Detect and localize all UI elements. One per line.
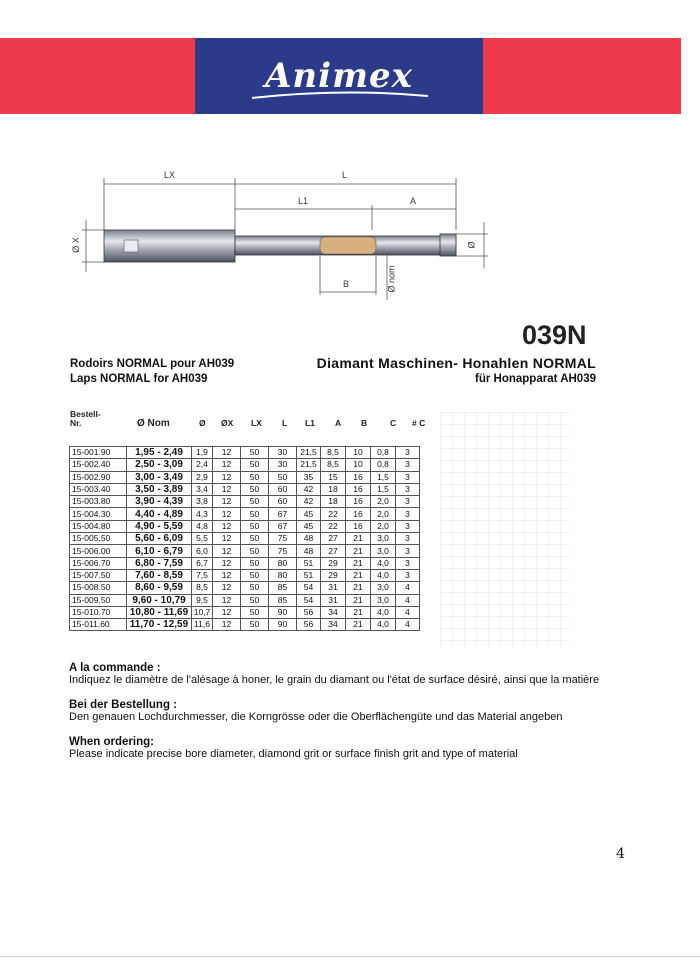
- table-cell: 4,0: [371, 619, 396, 631]
- table-cell: 80: [269, 557, 297, 569]
- banner-red-right: [483, 38, 681, 114]
- table-cell: 8,5: [321, 447, 346, 459]
- table-cell: 90: [269, 619, 297, 631]
- table-cell: 30: [269, 459, 297, 471]
- table-cell: 4: [396, 606, 420, 618]
- table-cell: 10: [346, 447, 371, 459]
- table-cell: 51: [297, 557, 321, 569]
- table-cell: 21: [346, 557, 371, 569]
- table-cell: 54: [297, 594, 321, 606]
- table-cell: 21: [346, 569, 371, 581]
- table-cell: 11,70 - 12,59: [127, 619, 192, 631]
- table-cell: 50: [241, 520, 269, 532]
- table-cell: 3: [396, 545, 420, 557]
- table-row: [70, 545, 420, 557]
- table-cell: 75: [269, 545, 297, 557]
- table-cell: 5,60 - 6,09: [127, 533, 192, 545]
- table-cell: 4: [396, 619, 420, 631]
- table-cell: 2,0: [371, 496, 396, 508]
- header-order-nr: Bestell- Nr.: [70, 409, 101, 428]
- table-cell: 50: [241, 447, 269, 459]
- table-cell: 1,9: [192, 447, 213, 459]
- table-cell: 2,50 - 3,09: [127, 459, 192, 471]
- header-a: A: [335, 418, 342, 428]
- table-cell: 15-003.40: [70, 483, 127, 495]
- table-cell: 29: [321, 557, 346, 569]
- table-row: [70, 569, 420, 581]
- table-cell: 15-007.50: [70, 569, 127, 581]
- table-cell: 6,80 - 7,59: [127, 557, 192, 569]
- label-a: A: [410, 196, 417, 206]
- table-cell: 60: [269, 496, 297, 508]
- table-row: [70, 594, 420, 606]
- table-cell: 6,0: [192, 545, 213, 557]
- table-cell: 9,60 - 10,79: [127, 594, 192, 606]
- note-en: [69, 736, 669, 760]
- table-cell: 1,5: [371, 483, 396, 495]
- table-cell: 3: [396, 533, 420, 545]
- table-cell: 22: [321, 520, 346, 532]
- table-cell: 3,0: [371, 594, 396, 606]
- table-cell: 50: [241, 594, 269, 606]
- table-cell: 4: [396, 594, 420, 606]
- table-cell: 3,90 - 4,39: [127, 496, 192, 508]
- table-cell: 75: [269, 533, 297, 545]
- table-cell: 35: [297, 471, 321, 483]
- title-right: [317, 355, 596, 385]
- table-cell: 50: [241, 471, 269, 483]
- note-en-heading: When ordering:: [69, 736, 154, 748]
- title-fr: Rodoirs NORMAL pour AH039: [70, 358, 235, 370]
- table-cell: 10: [346, 459, 371, 471]
- table-cell: 0,8: [371, 459, 396, 471]
- title-left: [70, 357, 234, 387]
- table-cell: 3: [396, 471, 420, 483]
- label-l1: L1: [298, 196, 309, 206]
- table-cell: 3,00 - 3,49: [127, 471, 192, 483]
- table-cell: 3: [396, 520, 420, 532]
- table-cell: 3: [396, 508, 420, 520]
- bottom-rule: [0, 956, 700, 957]
- table-cell: 16: [346, 508, 371, 520]
- table-cell: 2,9: [192, 471, 213, 483]
- table-cell: 3,0: [371, 582, 396, 594]
- table-cell: 45: [297, 520, 321, 532]
- header-num-c: # C: [412, 418, 426, 428]
- table-cell: 3,8: [192, 496, 213, 508]
- table-cell: 45: [297, 508, 321, 520]
- table-row: [70, 459, 420, 471]
- table-row: [70, 520, 420, 532]
- note-fr-text: Indiquez le diamètre de l'alésage à honer, le grain du diamant ou l'état de surface désiré, ainsi que la matière: [69, 674, 600, 686]
- table-cell: 4,0: [371, 569, 396, 581]
- table-cell: 50: [241, 619, 269, 631]
- table-cell: 3: [396, 447, 420, 459]
- table-cell: 21: [346, 594, 371, 606]
- title-de: Diamant Maschinen- Honahlen NORMAL: [316, 355, 596, 371]
- table-cell: 50: [241, 557, 269, 569]
- table-cell: 4,0: [371, 557, 396, 569]
- table-cell: 16: [346, 520, 371, 532]
- logo-swoosh-icon: [250, 90, 430, 102]
- table-cell: 50: [241, 582, 269, 594]
- header-l: L: [282, 418, 288, 428]
- table-cell: 15-004.30: [70, 508, 127, 520]
- table-cell: 67: [269, 508, 297, 520]
- table-cell: 21: [346, 582, 371, 594]
- table-cell: 48: [297, 533, 321, 545]
- table-cell: 16: [346, 496, 371, 508]
- table-cell: 2,0: [371, 508, 396, 520]
- table-cell: 4,90 - 5,59: [127, 520, 192, 532]
- label-b: B: [343, 279, 350, 289]
- table-cell: 12: [213, 557, 241, 569]
- table-cell: 34: [321, 619, 346, 631]
- table-cell: 12: [213, 496, 241, 508]
- header-lx: LX: [251, 418, 262, 428]
- table-cell: 50: [241, 483, 269, 495]
- table-cell: 1,95 - 2,49: [127, 447, 192, 459]
- table-cell: 21: [346, 606, 371, 618]
- table-cell: 31: [321, 582, 346, 594]
- table-row: [70, 606, 420, 618]
- label-o: Ø: [466, 241, 477, 249]
- table-cell: 48: [297, 545, 321, 557]
- page-number: 4: [616, 846, 625, 862]
- table-cell: 56: [297, 606, 321, 618]
- table-cell: 54: [297, 582, 321, 594]
- table-cell: 15-011.60: [70, 619, 127, 631]
- table-cell: 15-008.50: [70, 582, 127, 594]
- table-cell: 29: [321, 569, 346, 581]
- note-de-text: Den genauen Lochdurchmesser, die Korngrösse oder die Oberflächengüte und das Material angeben: [69, 711, 563, 723]
- table-cell: 6,10 - 6,79: [127, 545, 192, 557]
- table-cell: 21: [346, 533, 371, 545]
- table-cell: 34: [321, 606, 346, 618]
- grid-background: [440, 412, 570, 648]
- table-cell: 50: [269, 471, 297, 483]
- table-cell: 12: [213, 533, 241, 545]
- table-cell: 50: [241, 569, 269, 581]
- table-cell: 9,5: [192, 594, 213, 606]
- table-cell: 15-006.00: [70, 545, 127, 557]
- table-cell: 22: [321, 508, 346, 520]
- table-cell: 15-002.90: [70, 471, 127, 483]
- title-de-sub: für Honapparat AH039: [475, 373, 596, 385]
- table-cell: 3: [396, 459, 420, 471]
- label-ox: Ø X: [70, 237, 81, 253]
- table-cell: 60: [269, 483, 297, 495]
- table-cell: 4,0: [371, 606, 396, 618]
- note-fr: [69, 662, 669, 686]
- note-de-heading: Bei der Bestellung :: [69, 699, 177, 711]
- table-cell: 3: [396, 569, 420, 581]
- table-cell: 90: [269, 606, 297, 618]
- table-cell: 12: [213, 582, 241, 594]
- header-b: B: [361, 418, 368, 428]
- table-cell: 42: [297, 483, 321, 495]
- table-cell: 67: [269, 520, 297, 532]
- table-cell: 18: [321, 496, 346, 508]
- table-cell: 15-009.50: [70, 594, 127, 606]
- table-cell: 12: [213, 606, 241, 618]
- table-cell: 4,40 - 4,89: [127, 508, 192, 520]
- table-cell: 0,8: [371, 447, 396, 459]
- table-cell: 50: [241, 533, 269, 545]
- table-cell: 15-001.90: [70, 447, 127, 459]
- table-row: [70, 533, 420, 545]
- table-cell: 15-003.80: [70, 496, 127, 508]
- table-cell: 12: [213, 520, 241, 532]
- table-row: [70, 496, 420, 508]
- table-cell: 12: [213, 447, 241, 459]
- label-onom: Ø nom: [386, 265, 397, 293]
- table-cell: 15-002.40: [70, 459, 127, 471]
- model-number: 039N: [522, 320, 587, 350]
- header-ox: ØX: [221, 418, 234, 428]
- table-row: [70, 508, 420, 520]
- table-cell: 12: [213, 545, 241, 557]
- note-de: [69, 699, 669, 723]
- table-cell: 12: [213, 508, 241, 520]
- table-cell: 3,4: [192, 483, 213, 495]
- table-cell: 7,60 - 8,59: [127, 569, 192, 581]
- table-cell: 31: [321, 594, 346, 606]
- table-cell: 50: [241, 459, 269, 471]
- table-cell: 12: [213, 619, 241, 631]
- table-cell: 3,0: [371, 533, 396, 545]
- table-cell: 16: [346, 471, 371, 483]
- table-cell: 18: [321, 483, 346, 495]
- table-cell: 21: [346, 545, 371, 557]
- table-cell: 15-010.70: [70, 606, 127, 618]
- table-cell: 5,5: [192, 533, 213, 545]
- animex-logo: [195, 38, 483, 114]
- table-cell: 85: [269, 582, 297, 594]
- table-cell: 7,5: [192, 569, 213, 581]
- table-cell: 3: [396, 557, 420, 569]
- table-cell: 80: [269, 569, 297, 581]
- table-cell: 4,3: [192, 508, 213, 520]
- table-row: [70, 619, 420, 631]
- table-row: [70, 582, 420, 594]
- table-cell: 8,5: [192, 582, 213, 594]
- table-cell: 15-005.50: [70, 533, 127, 545]
- table-cell: 27: [321, 533, 346, 545]
- table-cell: 12: [213, 459, 241, 471]
- table-cell: 56: [297, 619, 321, 631]
- logo-text: Animex: [265, 56, 413, 96]
- banner-red-left: [0, 38, 195, 114]
- table-cell: 27: [321, 545, 346, 557]
- tool-diagram: [60, 160, 500, 310]
- header-o-nom: Ø Nom: [137, 418, 170, 429]
- table-cell: 3: [396, 496, 420, 508]
- table-cell: 42: [297, 496, 321, 508]
- spec-table: [69, 446, 420, 631]
- table-cell: 3,0: [371, 545, 396, 557]
- table-row: [70, 471, 420, 483]
- table-cell: 21,5: [297, 447, 321, 459]
- table-row: [70, 557, 420, 569]
- table-cell: 15-004.80: [70, 520, 127, 532]
- table-cell: 3,50 - 3,89: [127, 483, 192, 495]
- table-cell: 4,8: [192, 520, 213, 532]
- title-en: Laps NORMAL for AH039: [70, 373, 208, 385]
- table-cell: 50: [241, 496, 269, 508]
- table-cell: 6,7: [192, 557, 213, 569]
- header-l1: L1: [305, 418, 315, 428]
- table-cell: 4: [396, 582, 420, 594]
- table-cell: 2,4: [192, 459, 213, 471]
- label-l: L: [342, 170, 348, 180]
- table-cell: 15: [321, 471, 346, 483]
- table-row: [70, 483, 420, 495]
- ordering-notes: [69, 662, 669, 773]
- tool-drawing: [60, 160, 500, 310]
- table-cell: 21,5: [297, 459, 321, 471]
- table-cell: 3: [396, 483, 420, 495]
- table-cell: 10,7: [192, 606, 213, 618]
- table-row: [70, 447, 420, 459]
- table-cell: 12: [213, 471, 241, 483]
- table-cell: 8,60 - 9,59: [127, 582, 192, 594]
- table-cell: 50: [241, 508, 269, 520]
- table-cell: 85: [269, 594, 297, 606]
- table-cell: 11,6: [192, 619, 213, 631]
- note-en-text: Please indicate precise bore diameter, diamond grit or surface finish grit and type of material: [69, 748, 518, 760]
- table-cell: 10,80 - 11,69: [127, 606, 192, 618]
- table-cell: 1,5: [371, 471, 396, 483]
- table-cell: 50: [241, 545, 269, 557]
- table-cell: 50: [241, 606, 269, 618]
- table-cell: 8,5: [321, 459, 346, 471]
- table-cell: 51: [297, 569, 321, 581]
- table-cell: 12: [213, 569, 241, 581]
- note-fr-heading: A la commande :: [69, 662, 161, 674]
- table-cell: 12: [213, 483, 241, 495]
- table-cell: 21: [346, 619, 371, 631]
- header-o: Ø: [199, 418, 206, 428]
- label-lx: LX: [164, 170, 176, 180]
- table-cell: 16: [346, 483, 371, 495]
- table-cell: 2,0: [371, 520, 396, 532]
- table-cell: 12: [213, 594, 241, 606]
- header-c: C: [390, 418, 397, 428]
- table-cell: 15-006.70: [70, 557, 127, 569]
- table-cell: 30: [269, 447, 297, 459]
